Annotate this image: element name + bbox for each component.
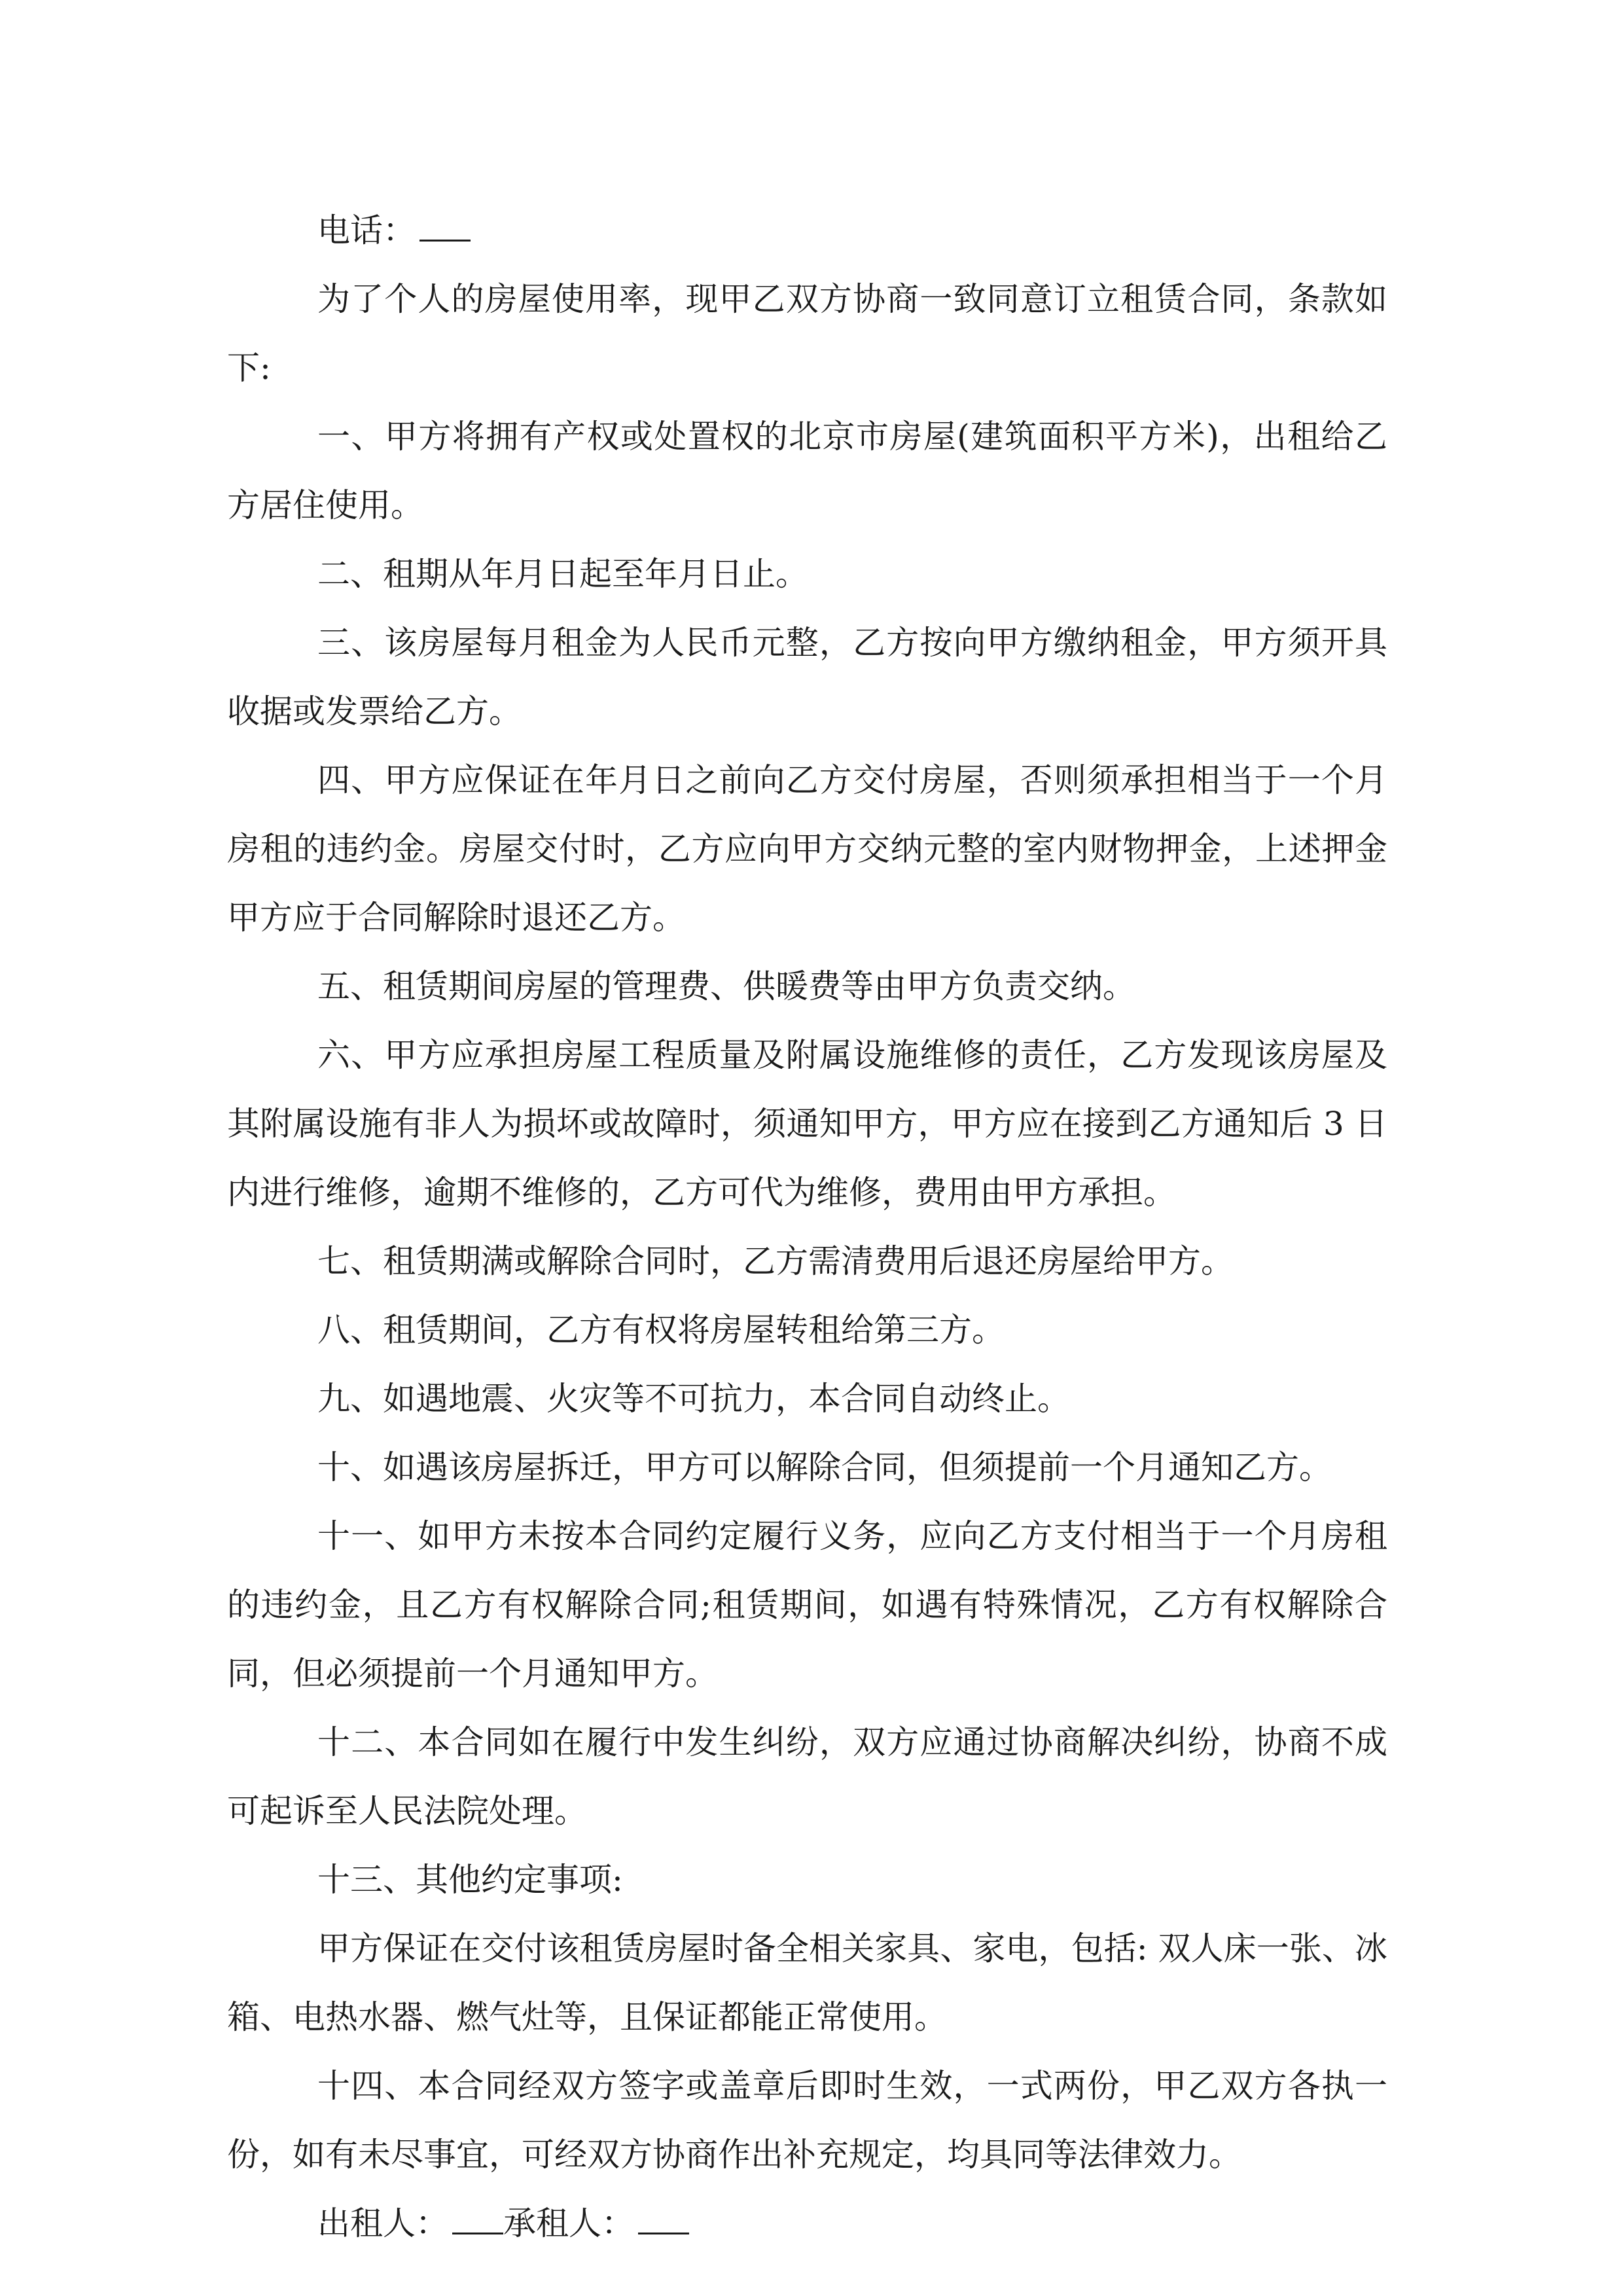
clause-12: 十二、本合同如在履行中发生纠纷，双方应通过协商解决纠纷，协商不成可起诉至人民法院处理。 [227, 1723, 1387, 1830]
clause-3: 三、该房屋每月租金为人民币元整，乙方按向甲方缴纳租金，甲方须开具收据或发票给乙方。 [227, 624, 1387, 730]
clause-6: 六、甲方应承担房屋工程质量及附属设施维修的责任，乙方发现该房屋及其附属设施有非人为损坏或故障时，须通知甲方，甲方应在接到乙方通知后 3 日内进行维修，逾期不维修的，乙方可代为维修，费用由甲方承担。 [227, 1036, 1387, 1211]
clause-9: 九、如遇地震、火灾等不可抗力，本合同自动终止。 [317, 1380, 1070, 1418]
phone-line [227, 196, 1387, 265]
clause-8: 八、租赁期间，乙方有权将房屋转租给第三方。 [317, 1311, 1005, 1349]
lessee-blank [638, 2198, 689, 2234]
clause-13-detail: 甲方保证在交付该租赁房屋时备全相关家具、家电，包括: 双人床一张、冰箱、电热水器、燃气灶等，且保证都能正常使用。 [227, 1929, 1387, 2036]
phone-blank [419, 206, 471, 242]
phone-label: 电话： [317, 211, 416, 249]
clause-2: 二、租期从年月日起至年月日止。 [317, 555, 808, 593]
lessor-label: 出租人： [317, 2204, 448, 2242]
clause-14: 十四、本合同经双方签字或盖章后即时生效，一式两份，甲乙双方各执一份，如有未尽事宜，可经双方协商作出补充规定，均具同等法律效力。 [227, 2067, 1387, 2174]
lessee-label: 承租人： [503, 2204, 634, 2242]
signature-line [227, 2189, 1387, 2258]
clause-13: 十三、其他约定事项: [317, 1861, 623, 1899]
clause-4: 四、甲方应保证在年月日之前向乙方交付房屋，否则须承担相当于一个月房租的违约金。房屋交付时，乙方应向甲方交纳元整的室内财物押金，上述押金甲方应于合同解除时退还乙方。 [227, 761, 1387, 937]
clause-1: 一、甲方将拥有产权或处置权的北京市房屋(建筑面积平方米)，出租给乙方居住使用。 [227, 418, 1387, 524]
clause-5: 五、租赁期间房屋的管理费、供暖费等由甲方负责交纳。 [317, 967, 1135, 1005]
clause-10: 十、如遇该房屋拆迁，甲方可以解除合同，但须提前一个月通知乙方。 [317, 1448, 1332, 1486]
clause-11: 十一、如甲方未按本合同约定履行义务，应向乙方支付相当于一个月房租的违约金，且乙方有权解除合同;租赁期间，如遇有特殊情况，乙方有权解除合同，但必须提前一个月通知甲方。 [227, 1517, 1387, 1693]
lessor-blank [452, 2198, 503, 2234]
contract-body [227, 196, 1387, 2258]
intro-paragraph: 为了个人的房屋使用率，现甲乙双方协商一致同意订立租赁合同，条款如下: [227, 280, 1387, 387]
clause-7: 七、租赁期满或解除合同时，乙方需清费用后退还房屋给甲方。 [317, 1242, 1234, 1280]
